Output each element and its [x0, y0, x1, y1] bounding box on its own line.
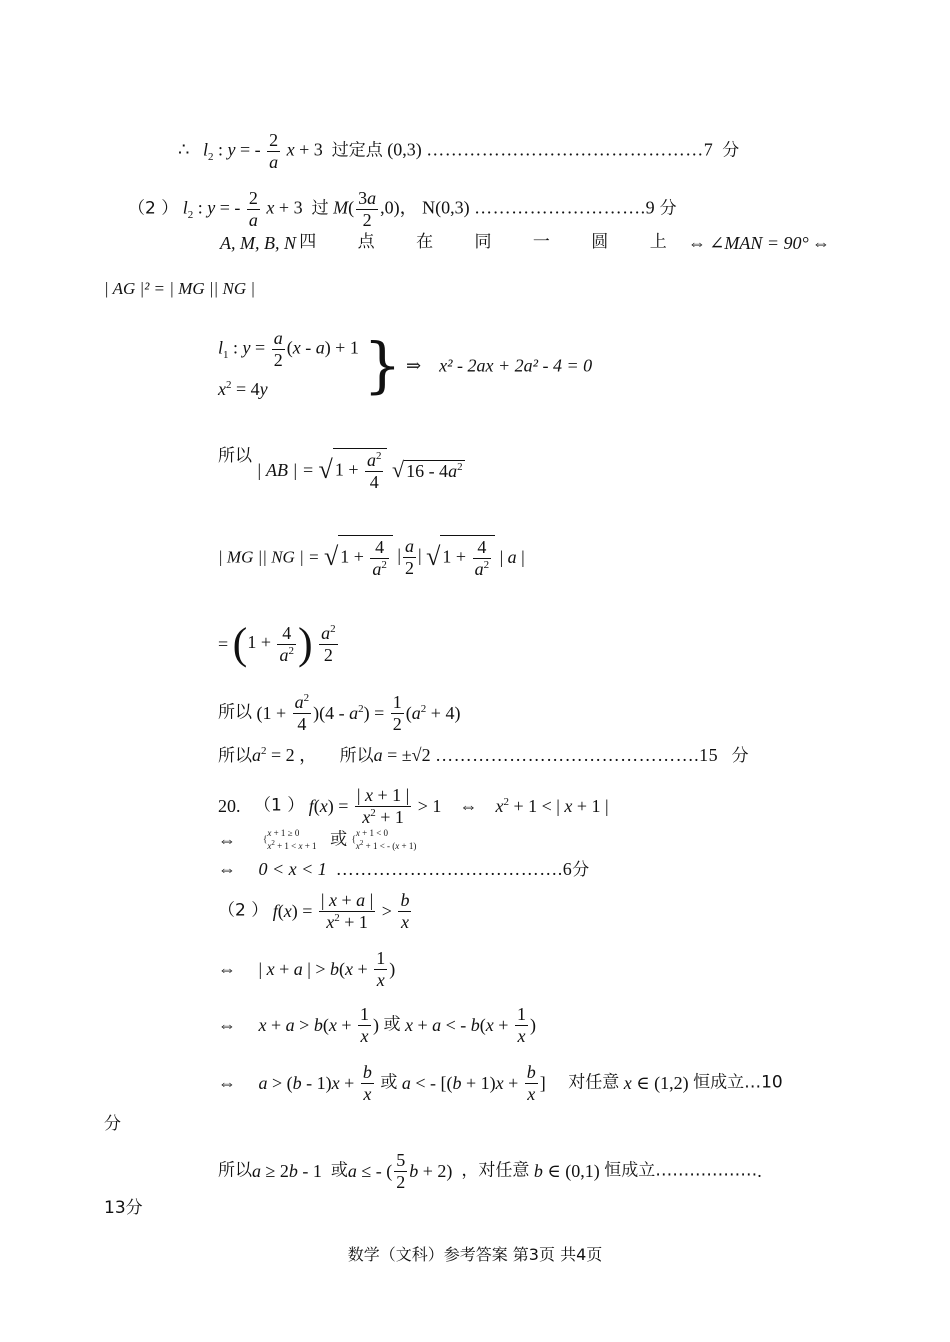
part-label: （2 ） — [128, 198, 179, 219]
dots: ……………………………….6 — [335, 859, 573, 879]
line-p20-step3: ⇔ a > (b - 1)x + $\frac{b}{x}$ 或 a < - [(b + 1)x + $\frac{b}{x}$ ] 对任意 x ∈ (1,2) 恒成立…10 — [218, 1062, 783, 1104]
score-unit: 分 — [722, 140, 740, 161]
line-p20-part2: （2 ） f(x) = $\frac{| x + a |}{x^2 + 1}$ > $\frac{b}{x}$ — [218, 890, 410, 932]
iff-symbol: ⇔ — [218, 1073, 236, 1094]
suoyi: 所以 — [218, 702, 252, 723]
suoyi: 所以 — [218, 446, 252, 466]
line-ab: 所以 | AB | = √ 1 + $\frac{a^2}{4}$ √ $16 - 4a^2$ — [218, 446, 463, 492]
line-p20-cases: ⇔ {x + 1 ≥ 0 $x^2 + 1 < x + 1$ 或 {x + 1 < 0 $x^2 + 1$ < - (x + 1) — [218, 828, 417, 851]
mgng-lhs: | MG || NG | = — [218, 547, 320, 567]
line-a-squared: 所以$a^2 = 2$ ， 所以a = ±√2 …………………………………….15 分 — [218, 745, 749, 766]
implies-symbol: ⇒ — [406, 355, 422, 376]
line-p20-step2: ⇔ x + a > b(x + $\frac{1}{x}$ ) 或 x + a < - b(x + $\frac{1}{x}$ ) — [218, 1004, 536, 1046]
line-13fen: 13分 — [104, 1198, 143, 1218]
part-label: （1 ） — [254, 795, 305, 816]
or-text: 或 — [330, 1160, 348, 1181]
holds-text: 恒成立……………… — [604, 1160, 758, 1181]
fixed-point: (0,3) — [387, 139, 422, 160]
holds-text: 恒成立…10 — [693, 1072, 783, 1093]
suoyi: 所以 — [339, 746, 374, 766]
part-label: （2 ） — [218, 900, 269, 921]
pass-text: 过定点 — [331, 140, 383, 161]
line-equation: 所以 (1 + $\frac{a^2}{4}$ )$(4 - a^2)$ = $\frac{1}{2}$ $(a^2 + 4)$ — [218, 692, 461, 734]
therefore-symbol: ∴ — [178, 139, 190, 160]
iff-symbol: ⇔ — [688, 233, 706, 253]
suoyi: 所以 — [218, 746, 252, 766]
line-simplified: = (1 + $\frac{4}{a^2}$ ) $\frac{a^2}{2}$ — [218, 619, 336, 668]
iff-symbol: ⇔ — [811, 233, 830, 253]
dots: ……………………….9 — [474, 197, 656, 218]
line-p20-part1: 20. （1 ） f(x) = $\frac{| x + 1 |}{x^2 + 1}$ > 1 ⇔ $x^2 + 1$ < | x + 1 | — [218, 785, 609, 827]
iff-symbol: ⇔ — [459, 796, 478, 817]
line-fixed-point: ∴ $l_2$ : y = - $\frac{2}{a}$ x + 3 过定点 (0,3) ………………………………………7 分 — [178, 130, 740, 172]
points-label: A, M, B, N — [220, 233, 296, 253]
iff-symbol: ⇔ — [218, 859, 236, 879]
score-unit: 分 — [659, 198, 677, 219]
or-text: 或 — [383, 1014, 401, 1035]
range-result: 0 < x < 1 — [258, 859, 327, 879]
line-p20-step1: ⇔ | x + a | > b(x + $\frac{1}{x}$ ) — [218, 948, 396, 990]
forall-text: ，对任意 — [461, 1160, 530, 1181]
score-unit: 分 — [731, 746, 749, 766]
forall-text: 对任意 — [568, 1072, 620, 1093]
system-equations: $l_1$ : y = $\frac{a}{2}$ (x - a) + 1 $x^2 = 4y$ } ⇒ x² - 2ax + 2a² - 4 = 0 — [218, 328, 593, 401]
iff-symbol: ⇔ — [218, 1015, 236, 1036]
suoyi: 所以 — [218, 1160, 252, 1181]
pass-text: 过 — [311, 198, 329, 219]
or-text: 或 — [380, 1072, 398, 1093]
line-concyclic — [220, 234, 830, 252]
angle-condition: ∠MAN = 90° — [709, 233, 809, 253]
concyclic-text: 四 点 在 同 一 圆 上 — [299, 232, 685, 252]
line-p20-final: 所以a ≥ 2b - 1 或a ≤ - ( $\frac{5}{2}$ b + 2) ，对任意 b ∈ (0,1) 恒成立………………. — [218, 1150, 762, 1192]
score-unit: 分 — [572, 860, 590, 880]
ab-lhs: | AB | = — [256, 460, 315, 481]
problem-number: 20. — [218, 796, 241, 817]
line-p20-range — [218, 860, 589, 879]
line-part2: （2 ） $l_2$ : y = - $\frac{2}{a}$ x + 3 过 M( $\frac{3a}{2}$ ,0)， N(0,3) ……………………….9 分 — [128, 188, 677, 230]
quadratic-result: x² - 2ax + 2a² - 4 = 0 — [439, 355, 593, 376]
line-fen: 分 — [104, 1114, 121, 1134]
equals-sign: = — [218, 634, 229, 654]
iff-symbol: ⇔ — [218, 959, 236, 980]
line-mgng: | MG || NG | = √ 1 + $\frac{4}{a^2}$ | $\frac{a}{2}$ | √ 1 + $\frac{4}{a^2}$ | a | — [218, 536, 525, 579]
or-text: 或 — [330, 829, 348, 850]
line-ag-eq: | AG |² = | MG || NG | — [104, 279, 256, 298]
page-footer: 数学（文科）参考答案 第3页 共4页 — [347, 1245, 603, 1264]
dots: …………………………………….15 — [435, 745, 719, 765]
point-n: N(0,3) — [422, 197, 470, 218]
iff-symbol: ⇔ — [218, 829, 236, 850]
dots: ………………………………………7 — [426, 139, 714, 160]
